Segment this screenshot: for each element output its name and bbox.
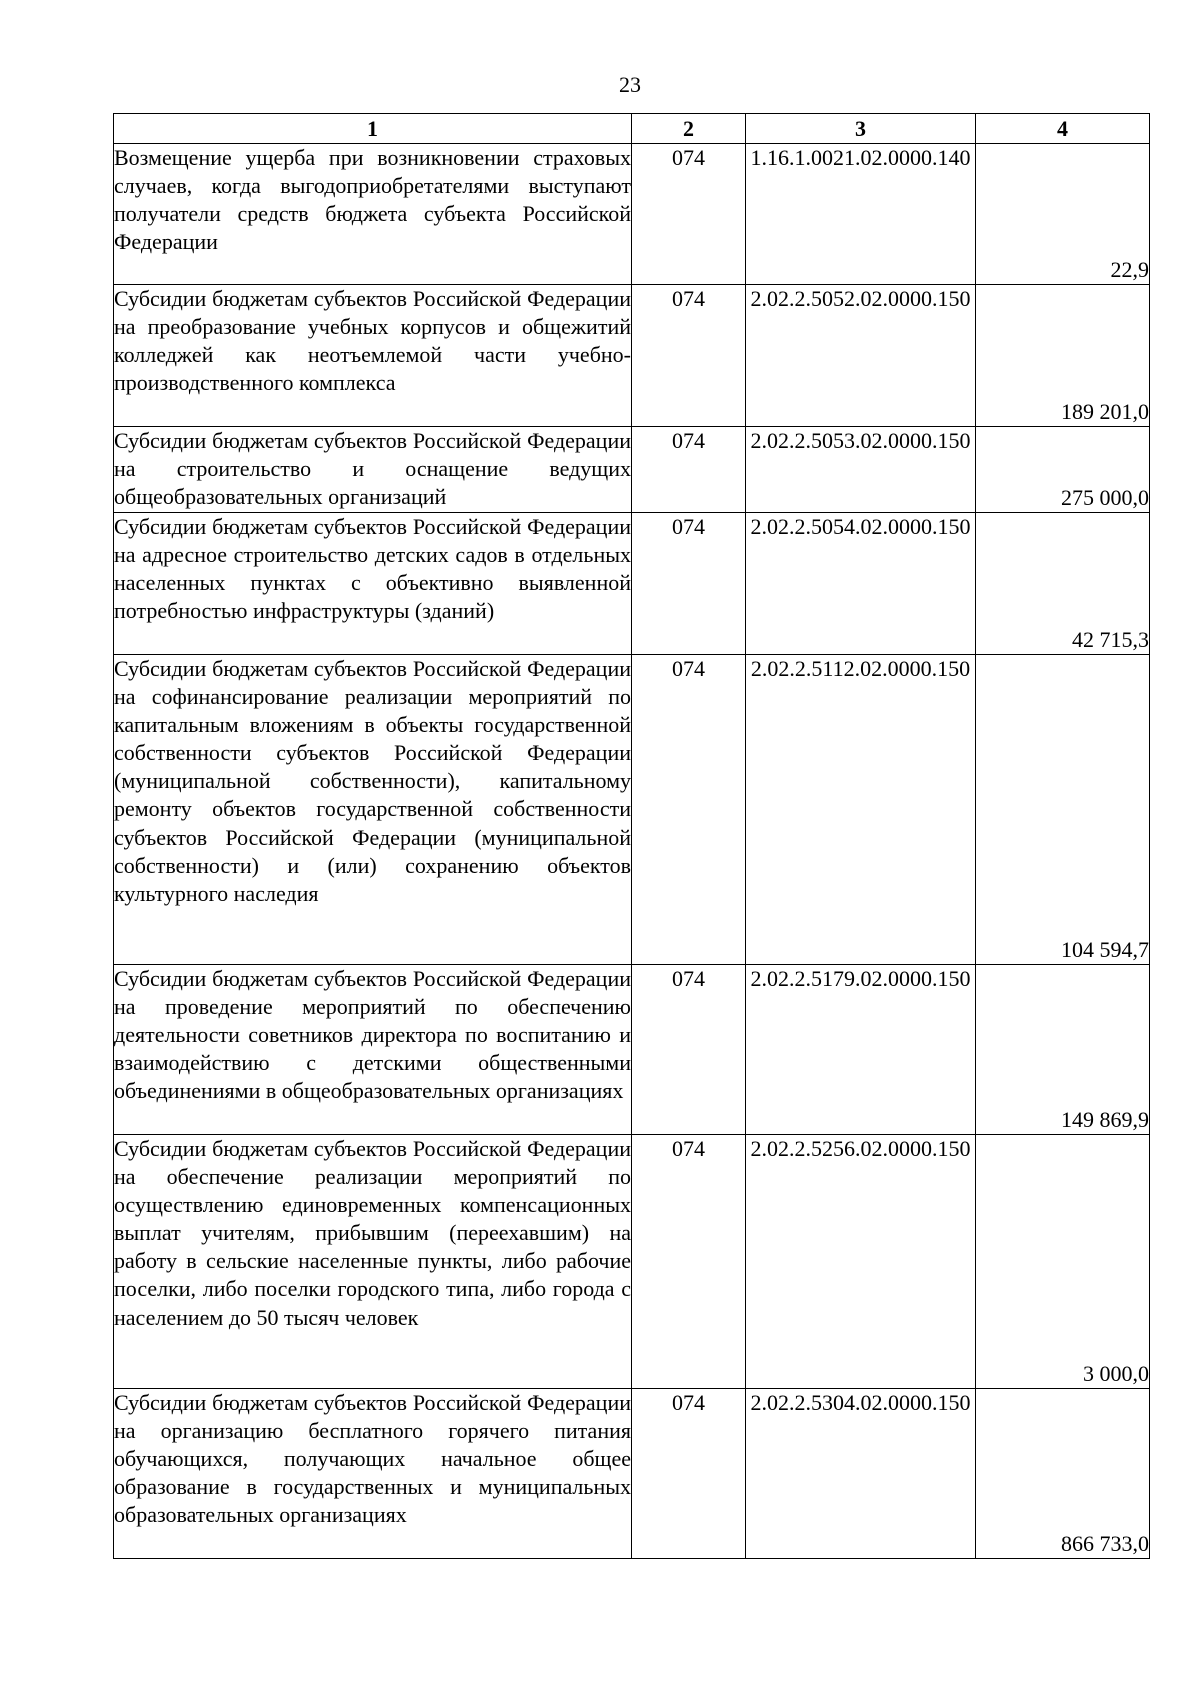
- amount: 189 201,0: [976, 285, 1150, 427]
- budget-classification-code: 2.02.2.5112.02.0000.150: [746, 655, 976, 965]
- budget-classification-code: 2.02.2.5052.02.0000.150: [746, 285, 976, 427]
- budget-classification-code: 2.02.2.5304.02.0000.150: [746, 1389, 976, 1559]
- table-row: [114, 144, 1150, 285]
- table-header-row: [114, 114, 1150, 144]
- revenue-description: Субсидии бюджетам субъектов Российской Федерации на проведение мероприятий по обеспечению деятельности советников директора по воспитанию и взаимодействию с детскими общественными объединениями в общеобразовательных организациях: [114, 965, 632, 1135]
- budget-revenue-table: [113, 113, 1150, 1559]
- table-row: [114, 1389, 1150, 1559]
- amount: 3 000,0: [976, 1135, 1150, 1389]
- amount: 104 594,7: [976, 655, 1150, 965]
- table-row: [114, 1135, 1150, 1389]
- amount: 42 715,3: [976, 513, 1150, 655]
- admin-code: 074: [632, 965, 746, 1135]
- amount: 149 869,9: [976, 965, 1150, 1135]
- amount: 275 000,0: [976, 427, 1150, 513]
- revenue-description: Субсидии бюджетам субъектов Российской Федерации на адресное строительство детских садов в отдельных населенных пунктах с объективно выявленной потребностью инфраструктуры (зданий): [114, 513, 632, 655]
- page-number: 23: [619, 72, 641, 97]
- budget-classification-code: 2.02.2.5179.02.0000.150: [746, 965, 976, 1135]
- column-header-4: 4: [976, 114, 1150, 144]
- column-header-3: 3: [746, 114, 976, 144]
- budget-classification-code: 2.02.2.5054.02.0000.150: [746, 513, 976, 655]
- admin-code: 074: [632, 655, 746, 965]
- admin-code: 074: [632, 427, 746, 513]
- admin-code: 074: [632, 513, 746, 655]
- table-row: [114, 285, 1150, 427]
- amount: 22,9: [976, 144, 1150, 285]
- column-header-1: 1: [114, 114, 632, 144]
- admin-code: 074: [632, 1135, 746, 1389]
- revenue-description: Возмещение ущерба при возникновении страховых случаев, когда выгодоприобретателями выступают получатели средств бюджета субъекта Российской Федерации: [114, 144, 632, 285]
- table-row: [114, 427, 1150, 513]
- budget-classification-code: 2.02.2.5053.02.0000.150: [746, 427, 976, 513]
- table-row: [114, 513, 1150, 655]
- revenue-description: Субсидии бюджетам субъектов Российской Федерации на организацию бесплатного горячего питания обучающихся, получающих начальное общее образование в государственных и муниципальных образовательных организациях: [114, 1389, 632, 1559]
- revenue-description: Субсидии бюджетам субъектов Российской Федерации на обеспечение реализации мероприятий по осуществлению единовременных компенсационных выплат учителям, прибывшим (переехавшим) на работу в сельские населенные пункты, либо рабочие поселки, либо поселки городского типа, либо города с населением до 50 тысяч человек: [114, 1135, 632, 1389]
- budget-classification-code: 1.16.1.0021.02.0000.140: [746, 144, 976, 285]
- amount: 866 733,0: [976, 1389, 1150, 1559]
- admin-code: 074: [632, 144, 746, 285]
- admin-code: 074: [632, 1389, 746, 1559]
- revenue-description: Субсидии бюджетам субъектов Российской Федерации на преобразование учебных корпусов и общежитий колледжей как неотъемлемой части учебно-производственного комплекса: [114, 285, 632, 427]
- revenue-description: Субсидии бюджетам субъектов Российской Федерации на софинансирование реализации мероприятий по капитальным вложениям в объекты государственной собственности субъектов Российской Федерации (муниципальной собственности), капитальному ремонту объектов государственной собственности субъектов Российской Федерации (муниципальной собственности) и (или) сохранению объектов культурного наследия: [114, 655, 632, 965]
- table-row: [114, 965, 1150, 1135]
- revenue-description: Субсидии бюджетам субъектов Российской Федерации на строительство и оснащение ведущих общеобразовательных организаций: [114, 427, 632, 513]
- admin-code: 074: [632, 285, 746, 427]
- budget-classification-code: 2.02.2.5256.02.0000.150: [746, 1135, 976, 1389]
- table-row: [114, 655, 1150, 965]
- column-header-2: 2: [632, 114, 746, 144]
